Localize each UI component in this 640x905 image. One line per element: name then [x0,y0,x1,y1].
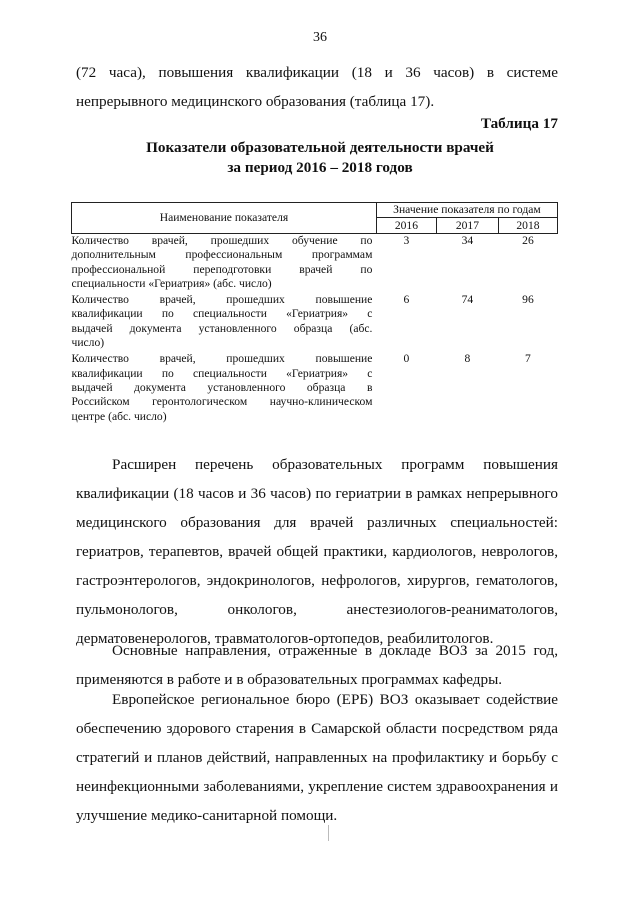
cell-line: число) [71,336,105,350]
cell-line: дополнительным профессиональным программам [71,248,373,262]
indicator-name-cell [72,234,377,294]
paragraph-programs [76,450,558,653]
text-line: неинфекционными заболеваниями, укрепление систем здравоохранения и [76,778,558,795]
table-row [72,293,558,352]
indicator-name-cell [72,293,377,352]
cell-line: Российском геронтологическом научно-клиническом [71,395,373,409]
cell-line: Количество врачей, прошедших повышение [71,293,373,307]
table-title-line-1: Показатели образовательной деятельности врачей [146,139,494,156]
header-indicator-name: Наименование показателя [72,203,377,234]
value-2017: 34 [461,234,474,247]
text-line: стратегий и планов действий, направленных на профилактику и борьбу с [76,749,558,766]
cell-line: профессиональной переподготовки врачей по [71,262,373,276]
scan-mark [328,825,329,841]
cell-line: выдачей документа установленного образца в [71,380,373,394]
text-line: Расширен перечень образовательных программ повышения [112,456,558,473]
header-year-2016: 2016 [376,218,436,234]
table-row [72,352,558,425]
text-line: дерматовенерологов, травматологов-ортопедов, реабилитологов. [76,630,494,647]
value-2018: 96 [522,293,534,307]
text-line: гастроэнтерологов, эндокринологов, нефрологов, хирургов, гематологов, [76,572,558,589]
cell-line: Количество врачей, прошедших повышение [71,352,373,366]
cell-line: выдачей документа установленного образца (абс. [71,321,373,335]
text-line: гериатров, терапевтов, врачей общей практики, кардиологов, неврологов, [76,543,558,560]
cell-line: квалификации по специальности «Гериатрия» с [71,366,373,380]
text-line: квалификации (18 часов и 36 часов) по гериатрии в рамках непрерывного [76,485,558,502]
header-year-2017: 2017 [436,218,498,234]
cell-line: Количество врачей, прошедших обучение по [71,234,373,247]
cell-line: центре (абс. число) [71,409,167,423]
value-2017: 74 [461,293,474,307]
text-line: Европейское региональное бюро (ЕРБ) ВОЗ оказывает содействие [112,691,558,708]
table-label: Таблица 17 [480,115,558,132]
text-line: (72 часа), повышения квалификации (18 и 36 часов) в системе [76,64,558,81]
value-2016: 6 [403,293,410,307]
text-line: пульмонологов, онкологов, анестезиологов-реаниматологов, [76,601,558,618]
value-2016: 3 [403,234,410,247]
text-line: обеспечению здорового старения в Самарской области посредством ряда [76,720,558,737]
table-row [72,234,558,294]
value-2016: 0 [403,352,410,366]
text-line: медицинского образования для врачей различных специальностей: [76,514,558,531]
page-number: 36 [313,30,327,45]
text-line: непрерывного медицинского образования (таблица 17). [76,93,435,110]
text-line: применяются в работе и в образовательных программах кафедры. [76,671,503,688]
value-2017: 8 [464,352,471,366]
indicator-name-cell [72,352,377,425]
paragraph-euro-bureau [76,685,558,830]
cell-line: специальности «Гериатрия» (абс. число) [71,276,272,290]
value-2018: 7 [525,352,531,366]
cell-line: квалификации по специальности «Гериатрия» с [71,307,373,321]
text-line: улучшение медико-санитарной помощи. [76,807,338,824]
table-title-line-2: за период 2016 – 2018 годов [227,159,413,176]
indicators-table [71,202,558,426]
text-line: Основные направления, отраженные в докладе ВОЗ за 2015 год, [112,642,558,659]
value-2018: 26 [522,234,534,247]
intro-paragraph [76,58,558,116]
header-values-by-year: Значение показателя по годам [376,203,557,218]
header-year-2018: 2018 [498,218,557,234]
